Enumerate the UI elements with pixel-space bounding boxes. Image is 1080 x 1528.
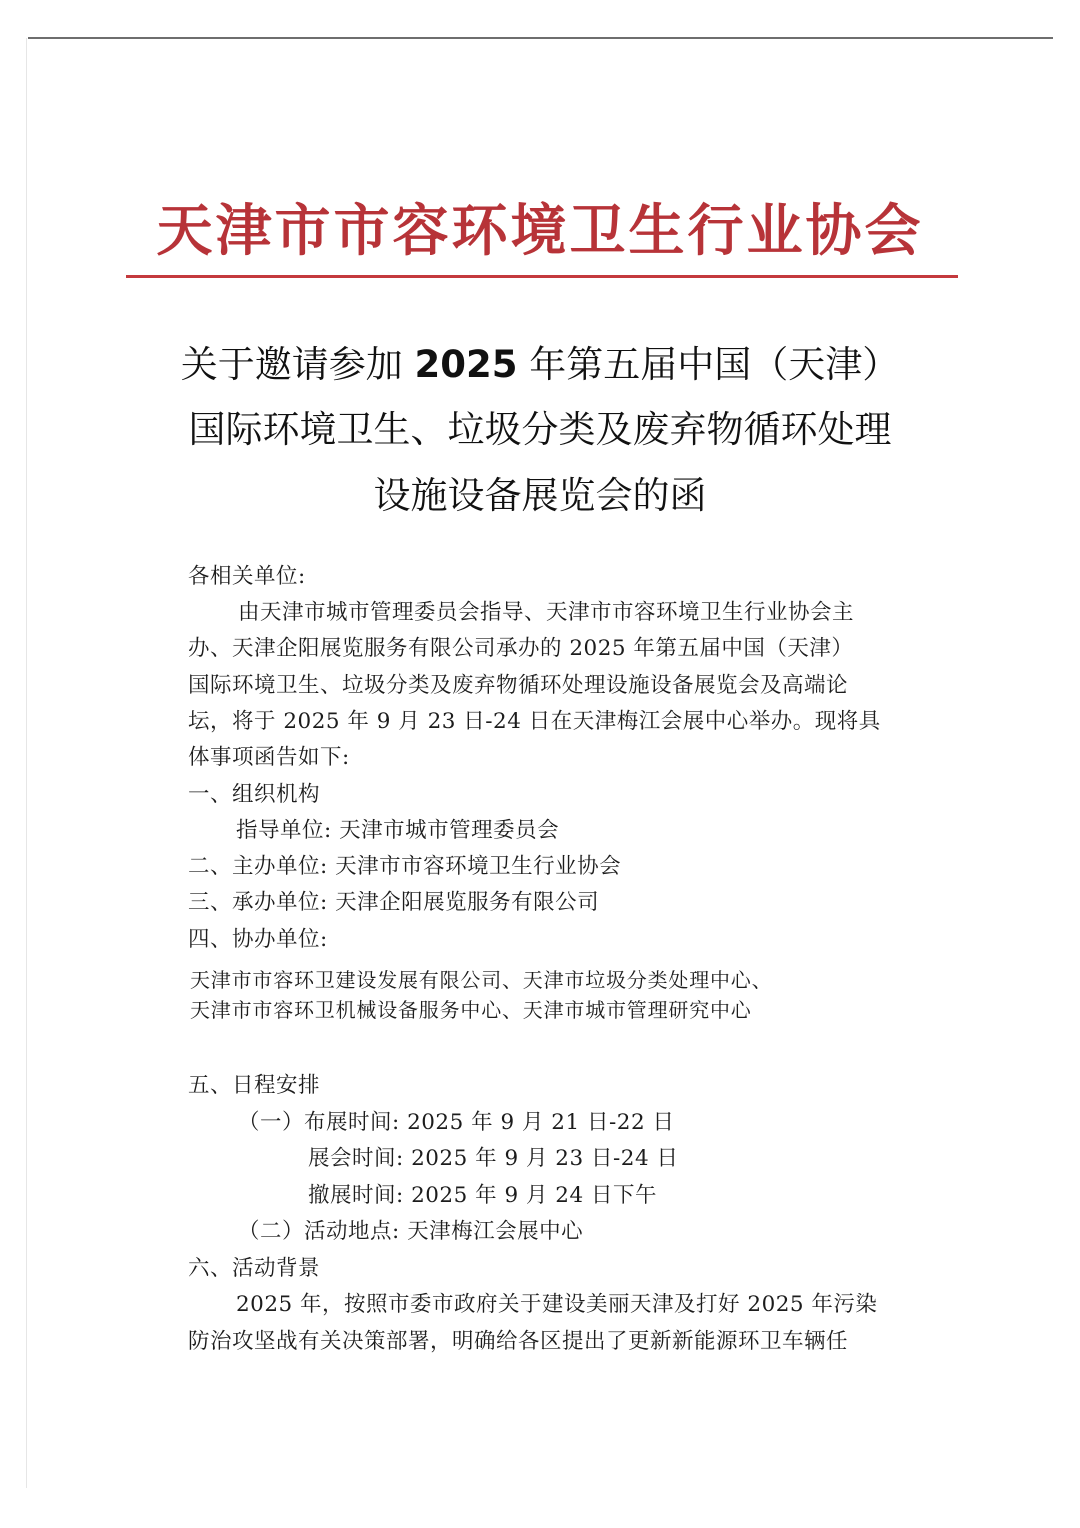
section-1-guide-unit: 指导单位: 天津市城市管理委员会 — [236, 818, 560, 843]
letterhead-org-name: 天津市市容环境卫生行业协会 — [156, 198, 924, 264]
intro-line-5: 体事项函告如下: — [188, 745, 350, 770]
title-line1-pre: 关于邀请参加 — [180, 343, 403, 386]
schedule-exhibition-time: 展会时间: 2025 年 9 月 23 日-24 日 — [308, 1146, 679, 1171]
section-6-heading: 六、活动背景 — [188, 1256, 321, 1281]
background-line-2: 防治攻坚战有关决策部署，明确给各区提出了更新新能源环卫车辆任 — [188, 1329, 849, 1354]
section-4-heading: 四、协办单位: — [188, 927, 328, 952]
section-5-heading: 五、日程安排 — [188, 1073, 321, 1098]
document-title-line-2: 国际环境卫生、垃圾分类及废弃物循环处理 — [188, 408, 892, 451]
schedule-teardown-time: 撤展时间: 2025 年 9 月 24 日下午 — [308, 1183, 658, 1208]
scan-top-edge — [28, 37, 1053, 39]
title-line1-post: 年第五届中国（天津） — [529, 343, 900, 386]
co-organizer-line-1: 天津市市容环卫建设发展有限公司、天津市垃圾分类处理中心、 — [190, 968, 773, 992]
letterhead-red-rule — [126, 275, 958, 278]
document-title-line-3: 设施设备展览会的函 — [373, 474, 707, 517]
section-3-organizer-unit: 三、承办单位: 天津企阳展览服务有限公司 — [188, 890, 600, 915]
intro-line-1: 由天津市城市管理委员会指导、天津市市容环境卫生行业协会主 — [238, 600, 855, 625]
intro-line-4: 坛，将于 2025 年 9 月 23 日-24 日在天津梅江会展中心举办。现将具 — [188, 709, 881, 734]
co-organizer-line-2: 天津市市容环卫机械设备服务中心、天津市城市管理研究中心 — [190, 998, 752, 1022]
document-title-line-1 — [150, 342, 930, 388]
intro-line-3: 国际环境卫生、垃圾分类及废弃物循环处理设施设备展览会及高端论 — [188, 673, 849, 698]
schedule-venue: （二）活动地点: 天津梅江会展中心 — [238, 1219, 584, 1244]
section-1-heading: 一、组织机构 — [188, 782, 321, 807]
section-2-host-unit: 二、主办单位: 天津市市容环境卫生行业协会 — [188, 854, 622, 879]
background-line-1: 2025 年，按照市委市政府关于建设美丽天津及打好 2025 年污染 — [236, 1292, 878, 1317]
title-line1-year: 2025 — [414, 343, 518, 386]
salutation: 各相关单位: — [188, 564, 306, 589]
intro-line-2: 办、天津企阳展览服务有限公司承办的 2025 年第五届中国（天津） — [188, 636, 854, 661]
schedule-setup-time: （一）布展时间: 2025 年 9 月 21 日-22 日 — [238, 1110, 675, 1135]
